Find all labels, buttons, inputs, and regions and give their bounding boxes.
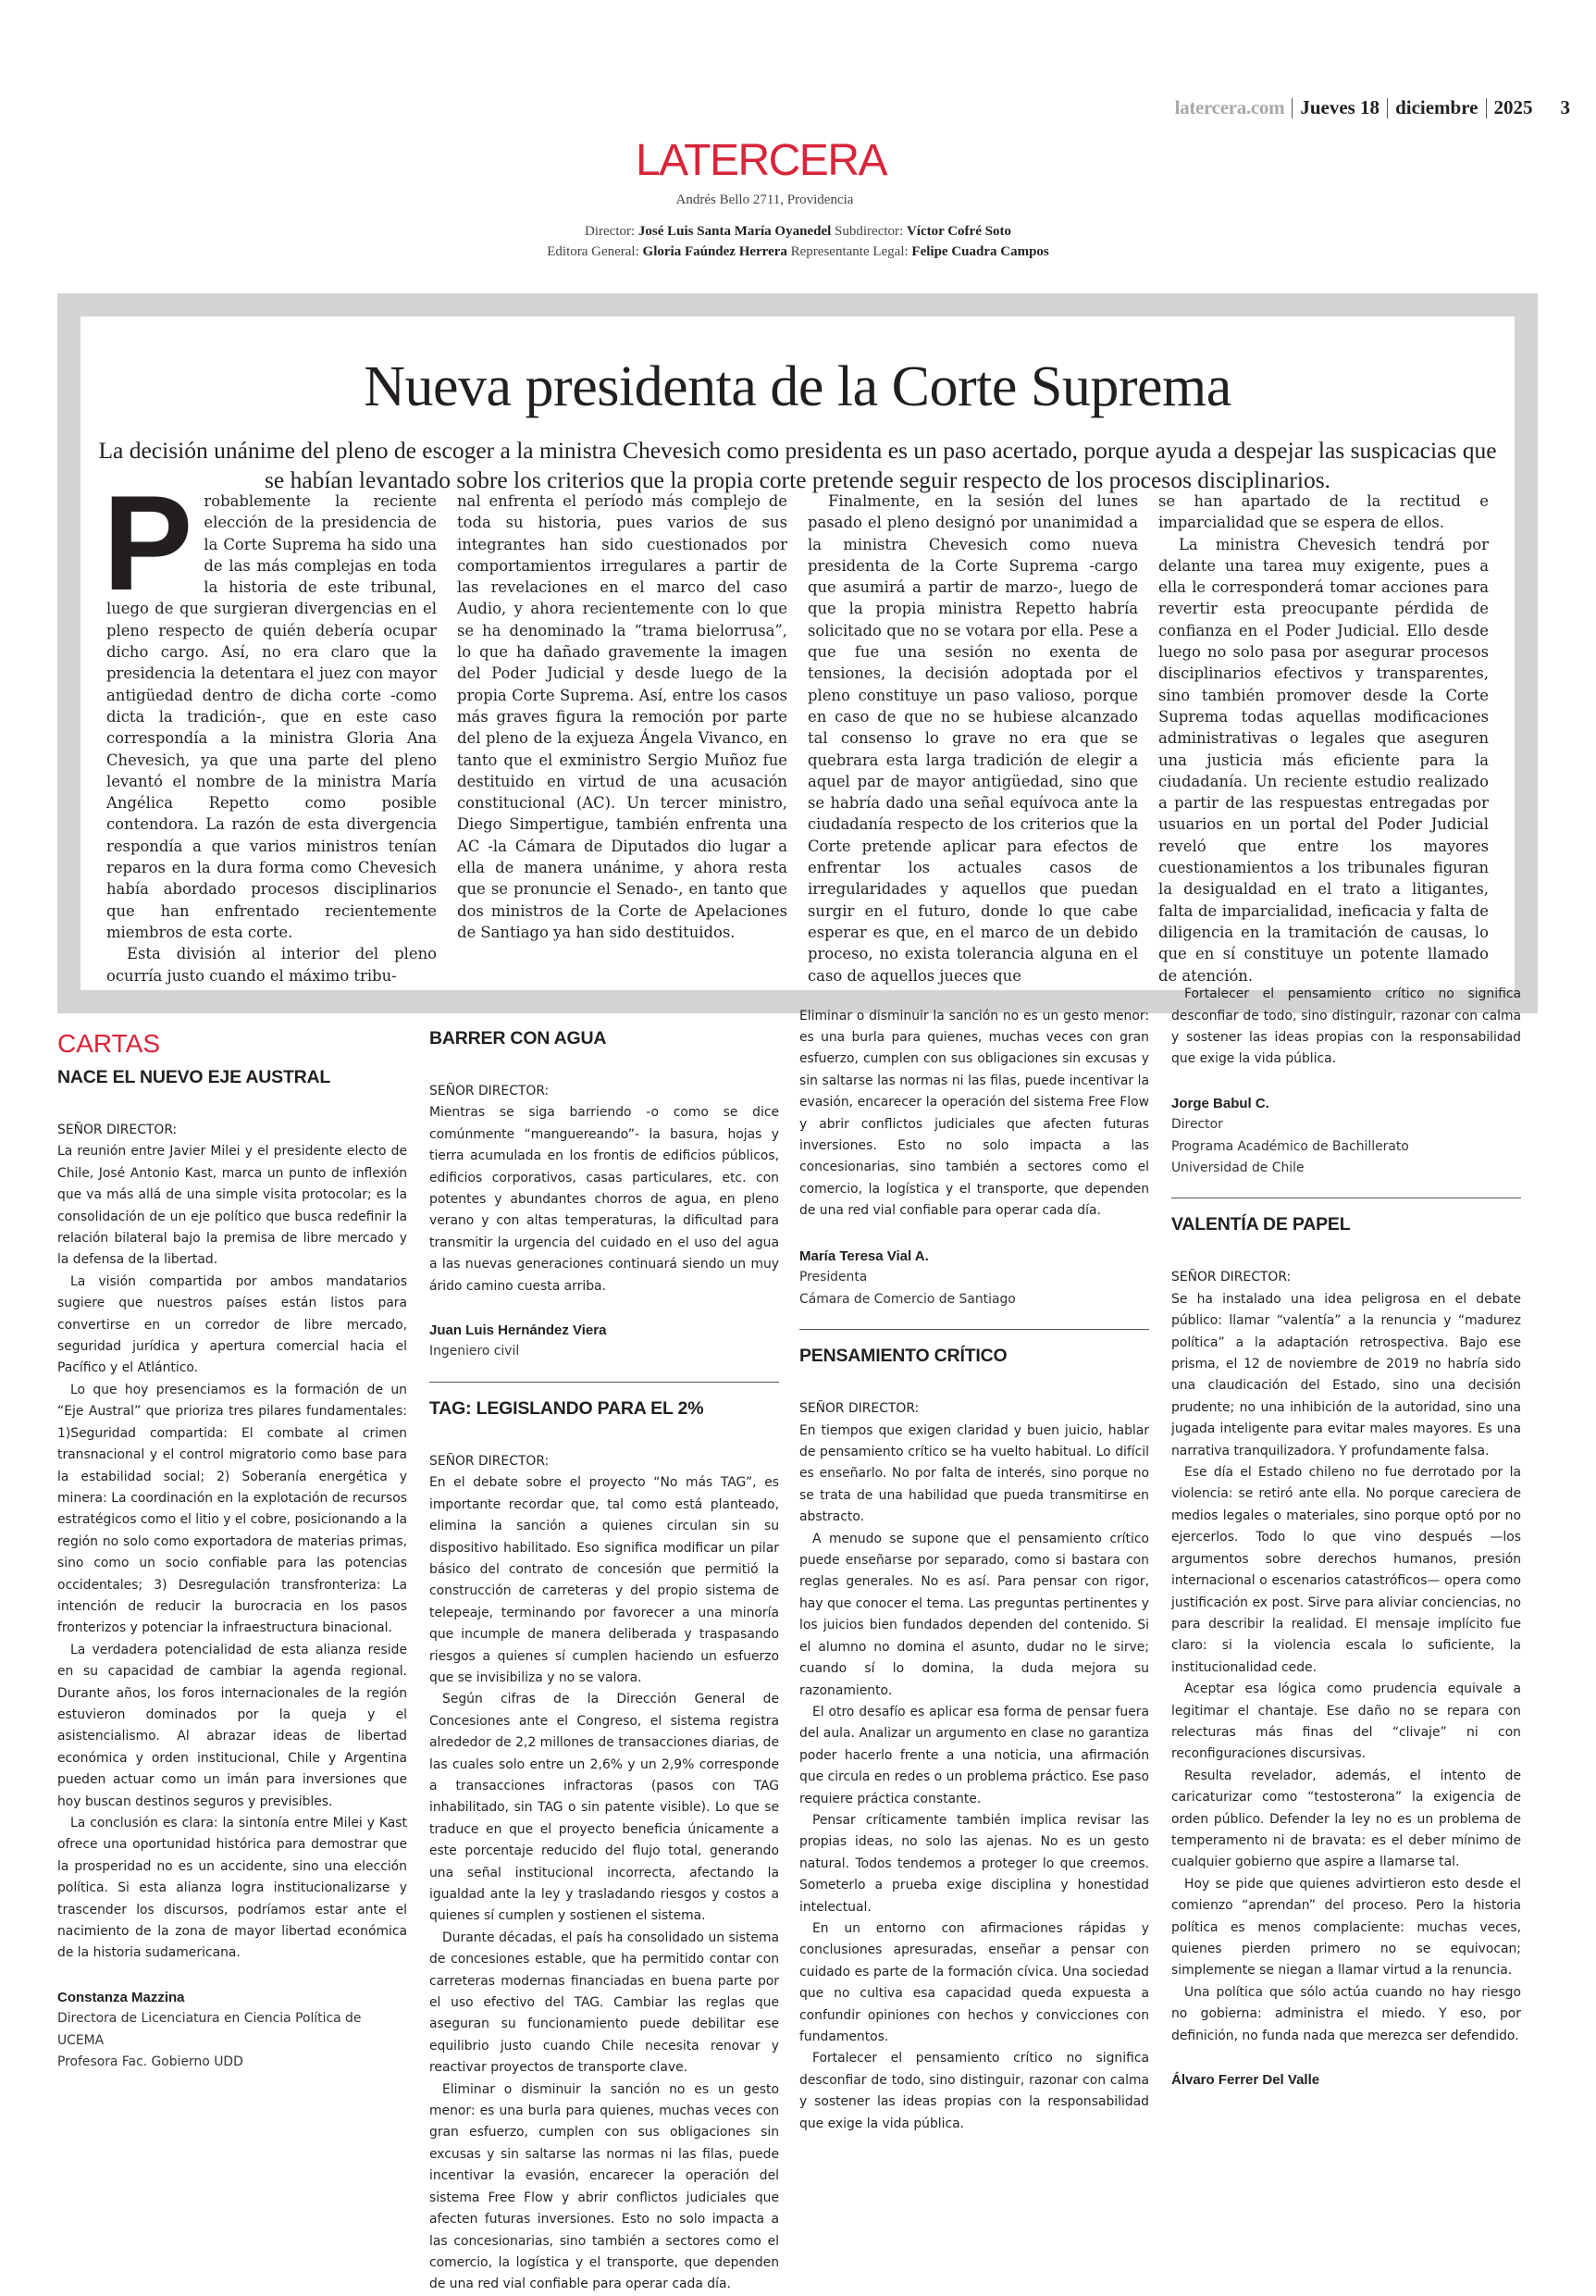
author-title: Programa Académico de Bachillerato xyxy=(1171,1138,1409,1154)
salutation: SEÑOR DIRECTOR: xyxy=(429,1453,550,1469)
letter xyxy=(429,1027,779,1363)
editorial-frame xyxy=(57,293,1538,1013)
folio-divider xyxy=(1292,98,1293,118)
letter-signature xyxy=(1171,2069,1521,2091)
letters-column-2 xyxy=(429,1027,779,2292)
letter-body xyxy=(57,1120,407,1965)
letter-paragraph: En el debate sobre el proyecto “No más TAG”, es importante recordar que, tal como está planteado, elimina la sanción a quienes circulan sin su dispositivo habilitado. Eso significa modificar un pilar básico del contrato de concesión que permitió la construcción de carreteras y del propio sistema de telepeaje, terminando por favorecer a una minoría que incumple de manera deliberada y traspasando riesgos a quienes sí cumplen haciendo un esfuerzo que se invisibiliza y no se valora. xyxy=(429,1475,779,1685)
editorial-title: Nueva presidenta de la Corte Suprema xyxy=(364,355,1231,418)
letter-continued xyxy=(1171,987,1521,1179)
editorial-paragraph: se han apartado de la rectitud e imparcialidad que se espera de ellos. xyxy=(1158,492,1489,532)
site-link[interactable]: latercera.com xyxy=(1174,96,1285,118)
editorial-paragraph: Finalmente, en la sesión del lunes pasado el pleno designó por unanimidad a la ministra Chevesich como nueva presidenta de la Corte Suprema -cargo que asumirá a partir de marzo-, luego de que la propia ministra Repetto habría solicitado que no se votara por ella. Pese a que fue una sesión no exenta de tensiones, la decisión adoptada por el pleno constituye un paso valioso, porque en caso de que no se hubiese alcanzado tal consenso lo grave no era que se quebrara esta larga tradición de elegir a aquel par de mayor antigüedad, sino que se habría dado una señal equívoca ante la ciudadanía respecto de los criterios que la Corte pretende aplicar para efectos de enfrentar los actuales casos de irregularidades y aquellos que puedan surgir en el futuro, donde lo que cabe esperar es que, en el marco de un debido proceso, no exista tolerancia alguna en el caso de aquellos jueces que xyxy=(808,492,1138,985)
editorial-column-1 xyxy=(103,467,437,987)
masthead xyxy=(0,136,1596,262)
drop-cap: P xyxy=(103,467,193,618)
staff-name: Felipe Cuadra Campos xyxy=(911,244,1049,259)
salutation: SEÑOR DIRECTOR: xyxy=(57,1123,178,1137)
letter-signature xyxy=(799,1246,1149,1310)
editorial-paragraph: Probablemente la reciente elección de la presidencia de la Corte Suprema ha sido una de las más complejas en toda la historia de este tribunal, luego de que surgieran divergencias en el pleno respecto de quién debería ocupar dicho cargo. Así, no era claro que la presidencia la detentara el juez con mayor antigüedad dentro de dicha corte -como dicta la tradición-, que en este caso correspondía a la ministra Gloria Ana Chevesich, ya que una parte del pleno levantó el nombre de la ministra María Angélica Repetto como posible contendora. La razón de esta divergencia respondía a que varios ministros tenían reparos en la dura forma como Chevesich había abordado procesos disciplinarios que han enfrentado recientemente miembros de esta corte. xyxy=(103,467,437,941)
letter-paragraph: La visión compartida por ambos mandatarios sugiere que nuestros países están listos para convertirse en un corredor de libre mercado, seguridad jurídica y apertura comercial hacia el Pacífico y el Atlántico. xyxy=(57,1273,407,1376)
letter xyxy=(1171,1213,1521,2091)
folio-divider xyxy=(1486,98,1487,118)
letter-paragraph: Resulta revelador, además, el intento de caricaturizar como “testosterona” la exigencia de orden público. Defender la ley no es un problema de temperamento ni de bravata: es el deber mínimo de cualquier gobierno que aspire a llamarse tal. xyxy=(1171,1768,1521,1870)
letter-paragraph: Durante décadas, el país ha consolidado un sistema de concesiones estable, que ha permitido contar con carreteras modernas financiadas en buena parte por el uso efectivo del TAG. Cambiar las reglas que aseguran su funcionamiento puede debilitar ese equilibrio justo cuando Chile necesita renovar y reactivar proyectos de transporte clave. xyxy=(429,1930,779,2076)
letter xyxy=(799,1345,1149,2131)
letter-body xyxy=(429,1451,779,2292)
divider xyxy=(429,1382,779,1383)
author-title: Presidenta xyxy=(799,1270,868,1285)
editorial-column-4 xyxy=(1158,490,1489,987)
letter-paragraph: La reunión entre Javier Milei y el presidente electo de Chile, José Antonio Kast, marca un punto de inflexión que va más allá de una simple visita protocolar; es la consolidación de un eje político que busca redefinir la relación bilateral bajo la premisa de libre mercado y la defensa de la libertad. xyxy=(57,1144,407,1268)
staff-line-2 xyxy=(0,242,1596,262)
letter-body xyxy=(799,1398,1149,2131)
salutation: SEÑOR DIRECTOR: xyxy=(799,1401,920,1417)
author-title: Universidad de Chile xyxy=(1171,1160,1305,1176)
letter-body xyxy=(429,1081,779,1297)
letter-paragraph: La verdadera potencialidad de esta alianza reside en su capacidad de cambiar la agenda regional. Durante años, los foros internacionales de la región estuvieron dominados por la queja y el asistencialismo. Al abrazar ideas de libertad económica y orden institucional, Chile y Argentina pueden actuar como un imán para inversiones que hoy buscan destinos seguros y previsibles. xyxy=(57,1642,407,1809)
author-name: Jorge Babul C. xyxy=(1171,1095,1269,1111)
letter-continued xyxy=(799,1008,1149,1310)
letter-body xyxy=(1171,1267,1521,2047)
staff-credits xyxy=(0,221,1596,262)
letter-signature xyxy=(57,1987,407,2074)
letter-paragraph: Se ha instalado una idea peligrosa en el debate público: llamar “valentía” a la renuncia y “madurez política” a la adaptación retrospectiva. Bajo ese prisma, el 12 de noviembre de 2019 no habría sido una claudicación del Estado, sino una decisión prudente; no una inhibición de la autoridad, sino una jugada inteligente para evitar males mayores. Es una narrativa tranquilizadora. Y profundamente falsa. xyxy=(1171,1291,1521,1458)
letter-title: BARRER CON AGUA xyxy=(429,1028,607,1049)
letter-paragraph: Lo que hoy presenciamos es la formación de un “Eje Austral” que prioriza tres pilares fundamentales: 1)Seguridad compartida: El combate al crimen transnacional y el control migratorio como base para la estabilidad social; 2) Soberanía energética y minera: La coordinación en la explotación de recursos estratégicos como el litio y el cobre, posicionando a la región no solo como exportadora de materias primas, sino como un socio confiable para las potencias occidentales; 3) Desregulación transfronteriza: La intención de reducir la burocracia en los pasos fronterizos y potenciar la infraestructura binacional. xyxy=(57,1382,407,1636)
staff-line-1 xyxy=(0,221,1596,242)
letter-paragraph: Eliminar o disminuir la sanción no es un gesto menor: es una burla para quienes, muchas veces con gran esfuerzo, cumplen con sus obligaciones sin excusas y sin saltarse las normas ni las filas, puede incentivar la evasión, encarecer la operación del sistema Free Flow y abrir conflictos judiciales que afecten futuras inversiones. Esto no solo impacta a las concesionarias, sino también a sectores como el comercio, la logística y el transporte, que dependen de una red vial confiable para operar cada día. xyxy=(429,2081,779,2292)
letter-title: VALENTÍA DE PAPEL xyxy=(1171,1214,1351,1235)
letter-paragraph: Pensar críticamente también implica revisar las propias ideas, no solo las ajenas. No es un gesto natural. Todos tendemos a proteger lo que creemos. Someterlo a prueba exige disciplina y honestidad intelectual. xyxy=(799,1812,1149,1915)
staff-role: Subdirector: xyxy=(835,224,904,239)
salutation: SEÑOR DIRECTOR: xyxy=(1171,1270,1292,1285)
author-title: Profesora Fac. Gobierno UDD xyxy=(57,2054,243,2070)
letter-paragraph: Mientras se siga barriendo -o como se dice comúnmente “manguereando”- la basura, hojas y tierra acumulada en los frontis de edificios públicos, edificios corporativos, casas particulares, etc. con potentes y abundantes chorros de agua, en pleno verano y con altas temperaturas, la dificultad para transmitir la urgencia del cuidado en el uso del agua a las nuevas generaciones continuará siendo un muy árido camino cuesta arriba. xyxy=(429,1105,779,1294)
letter-paragraph: En un entorno con afirmaciones rápidas y conclusiones apresuradas, enseñar a pensar con cuidado es parte de la formación cívica. Una sociedad que no cultiva esa capacidad queda expuesta a confundir opiniones con hechos y convicciones con fundamentos. xyxy=(799,1920,1149,2044)
letters-column-3 xyxy=(799,1008,1149,2131)
letter-paragraph: Ese día el Estado chileno no fue derrotado por la violencia: se retiró ante ella. No porque careciera de medios legales o materiales, sino porque optó por no ejercerlos. Todo lo que vino después —los argumentos sobre derechos humanos, presión internacional o escenarios catastróficos— opera como justificación ex post. Sirve para aliviar conciencias, no para describir la realidad. El mensaje implícito fue claro: si la violencia escala lo suficiente, la institucionalidad cede. xyxy=(1171,1465,1521,1675)
letter-paragraph: Hoy se pide que quienes advirtieron esto desde el comienzo “aprendan” del proceso. Pero la historia política es menos complaciente: muchas veces, quienes pierden primero no se equivocan; simplemente se niegan a llamar virtud a la renuncia. xyxy=(1171,1876,1521,1979)
newspaper-logo: LATERCERA xyxy=(635,136,886,185)
editorial-box xyxy=(80,316,1515,990)
letter-paragraph: El otro desafío es aplicar esa forma de pensar fuera del aula. Analizar un argumento en clase no garantiza poder hacerlo frente a una noticia, una afirmación que circula en redes o un problema práctico. Ese paso requiere práctica constante. xyxy=(799,1704,1149,1806)
letter-paragraph: Según cifras de la Dirección General de Concesiones ante el Congreso, el sistema registra alrededor de 2,2 millones de transacciones diarias, de las cuales solo entre un 2,6% y un 2,9% corresponde a transacciones infractoras (pasos con TAG inhabilitado, sin TAG o sin patente visible). Lo que se traduce en que el proyecto beneficia únicamente a este porcentaje reducido del flujo total, generando una señal institucional incorrecta, afectando la igualdad ante la ley y trasladando riesgos y costos a quienes sí cumplen y sostienen el sistema. xyxy=(429,1692,779,1924)
letters-column-4 xyxy=(1171,987,1521,2091)
letter-paragraph-continued: Fortalecer el pensamiento crítico no significa desconfiar de todo, sino distinguir, razonar con calma y sostener las ideas propias con la responsabilidad que exige la vida pública. xyxy=(1171,987,1521,1067)
editorial-column-2 xyxy=(457,490,787,987)
page-number: 3 xyxy=(1560,96,1570,118)
letters-section xyxy=(57,987,1538,2292)
folio-day: Jueves 18 xyxy=(1300,96,1380,118)
letter-paragraph: Una política que sólo actúa cuando no hay riesgo no gobierna: administra el miedo. Y eso, por definición, no funda nada que merezca ser defendido. xyxy=(1171,1984,1521,2043)
folio-divider xyxy=(1387,98,1388,118)
folio-month: diciembre xyxy=(1395,96,1478,118)
section-label: CARTAS xyxy=(57,1029,160,1058)
editorial-paragraph: Esta división al interior del pleno ocurría justo cuando el máximo tribu- xyxy=(106,945,437,985)
folio-year: 2025 xyxy=(1493,96,1533,118)
letter-paragraph: La conclusión es clara: la sintonía entre Milei y Kast ofrece una oportunidad histórica para demostrar que la prosperidad no es un accidente, sino una elección política. Si esta alianza logra institucionalizarse y trascender los discursos, podríamos estar ante el nacimiento de la zona de mayor libertad económica de la historia sudamericana. xyxy=(57,1816,407,1961)
letter-body xyxy=(1171,987,1521,1071)
author-name: Álvaro Ferrer Del Valle xyxy=(1171,2072,1320,2089)
editorial-paragraph: La ministra Chevesich tendrá por delante una tarea muy exigente, pues a ella le corresponderá tomar acciones para revertir esta preocupante pérdida de confianza en el Poder Judicial. Ello desde luego no solo pasa por asegurar procesos disciplinarios efectivos y transparentes, sino también promover desde la Corte Suprema todas aquellas modificaciones administrativas o legales que aseguren una justicia más eficiente para la ciudadanía. Un reciente estudio realizado a partir de las respuestas entregadas por usuarios en un portal del Poder Judicial reveló que entre los mayores cuestionamientos a los tribunales figuran la desigualdad en el trato a litigantes, falta de imparcialidad, ineficacia y falta de diligencia en la tramitación de causas, lo que en sí constituye un potente llamado de atención. xyxy=(1158,535,1489,985)
letter-body xyxy=(799,1008,1149,1229)
author-title: Cámara de Comercio de Santiago xyxy=(799,1291,1016,1307)
letter xyxy=(57,1066,407,2073)
letters-column-1 xyxy=(57,1027,407,2073)
author-name: María Teresa Vial A. xyxy=(799,1248,929,1264)
staff-role: Representante Legal: xyxy=(790,244,909,259)
author-title: Director xyxy=(1171,1117,1223,1133)
letter-signature xyxy=(1171,1093,1521,1180)
letter-title: NACE EL NUEVO EJE AUSTRAL xyxy=(57,1067,331,1087)
salutation: SEÑOR DIRECTOR: xyxy=(429,1084,550,1098)
letter-paragraph-continued: Eliminar o disminuir la sanción no es un gesto menor: es una burla para quienes, muchas veces con gran esfuerzo, cumplen con sus obligaciones sin excusas y sin saltarse las normas ni las filas, puede incentivar la evasión, encarecer la operación del sistema Free Flow y abrir conflictos judiciales que afecten futuras inversiones. Esto no solo impacta a las concesionarias, sino también a sectores como el comercio, la logística y el transporte, que dependen de una red vial confiable para operar cada día. xyxy=(799,1008,1149,1219)
author-name: Constanza Mazzina xyxy=(57,1989,185,2005)
letter-title: PENSAMIENTO CRÍTICO xyxy=(799,1346,1008,1367)
author-title: Directora de Licenciatura en Ciencia Política de UCEMA xyxy=(57,2011,362,2048)
author-name: Juan Luis Hernández Viera xyxy=(429,1322,607,1339)
letter-paragraph: En tiempos que exigen claridad y buen juicio, hablar de pensamiento crítico se ha vuelto habitual. Lo difícil es enseñarlo. No por falta de interés, sino porque no se trata de una habilidad que pueda transmitirse en abstracto. xyxy=(799,1422,1149,1525)
editorial-deck: La decisión unánime del pleno de escoger a la ministra Chevesich como presidenta es un paso acertado, porque ayuda a despejar las suspicacias que se habían levantado sobre los criterios que la propia corte pretende seguir respecto de los procesos disciplinarios. xyxy=(98,437,1497,493)
staff-role: Editora General: xyxy=(547,244,639,259)
letter-paragraph: Fortalecer el pensamiento crítico no significa desconfiar de todo, sino distinguir, razonar con calma y sostener las ideas propias con la responsabilidad que exige la vida pública. xyxy=(799,2051,1149,2131)
letter-title: TAG: LEGISLANDO PARA EL 2% xyxy=(429,1397,704,1419)
letter-signature xyxy=(429,1320,779,1363)
editorial-column-3 xyxy=(808,490,1138,987)
staff-name: Víctor Cofré Soto xyxy=(906,224,1011,239)
divider xyxy=(799,1329,1149,1330)
letter-paragraph: A menudo se supone que el pensamiento crítico puede enseñarse por separado, como si bastara con reglas generales. No es así. Para pensar con rigor, hay que conocer el tema. Las preguntas pertinentes y los juicios bien fundados dependen del contenido. Si el alumno no domina el asunto, dudar no le sirve; cuando sí lo domina, la duda mejora su razonamiento. xyxy=(799,1531,1149,1698)
editorial-paragraph: nal enfrenta el período más complejo de toda su historia, pues varios de sus integrantes han sido cuestionados por comportamientos irregulares a partir de las revelaciones en el marco del caso Audio, y ahora recientemente con lo que se ha denominado la “trama bielorrusa”, lo que ha dañado gravemente la imagen del Poder Judicial y desde luego de la propia Corte Suprema. Así, entre los casos más graves figura la remoción por parte del pleno de la exjueza Ángela Vivanco, en tanto que el exministro Sergio Muñoz fue destituido en virtud de una acusación constitucional (AC). Un tercer ministro, Diego Simpertigue, también enfrenta una AC -la Cámara de Diputados dio lugar a ella de manera unánime, y ahora resta que se pronuncie el Senado-, en tanto que dos ministros de la Corte de Apelaciones de Santiago ya han sido destituidos. xyxy=(457,492,787,941)
letter-paragraph: Aceptar esa lógica como prudencia equivale a legitimar el chantaje. Ese daño no se repara con relecturas más finas del “clivaje” ni con reconfiguraciones discursivas. xyxy=(1171,1682,1521,1762)
staff-name: José Luis Santa María Oyanedel xyxy=(637,224,832,239)
staff-name: Gloria Faúndez Herrera xyxy=(642,244,787,259)
editorial-columns xyxy=(103,467,1489,987)
letter xyxy=(429,1397,779,2292)
address: Andrés Bello 2711, Providencia xyxy=(675,192,854,207)
folio-bar xyxy=(1175,96,1570,119)
author-title: Ingeniero civil xyxy=(429,1344,520,1359)
staff-role: Director: xyxy=(585,224,636,239)
